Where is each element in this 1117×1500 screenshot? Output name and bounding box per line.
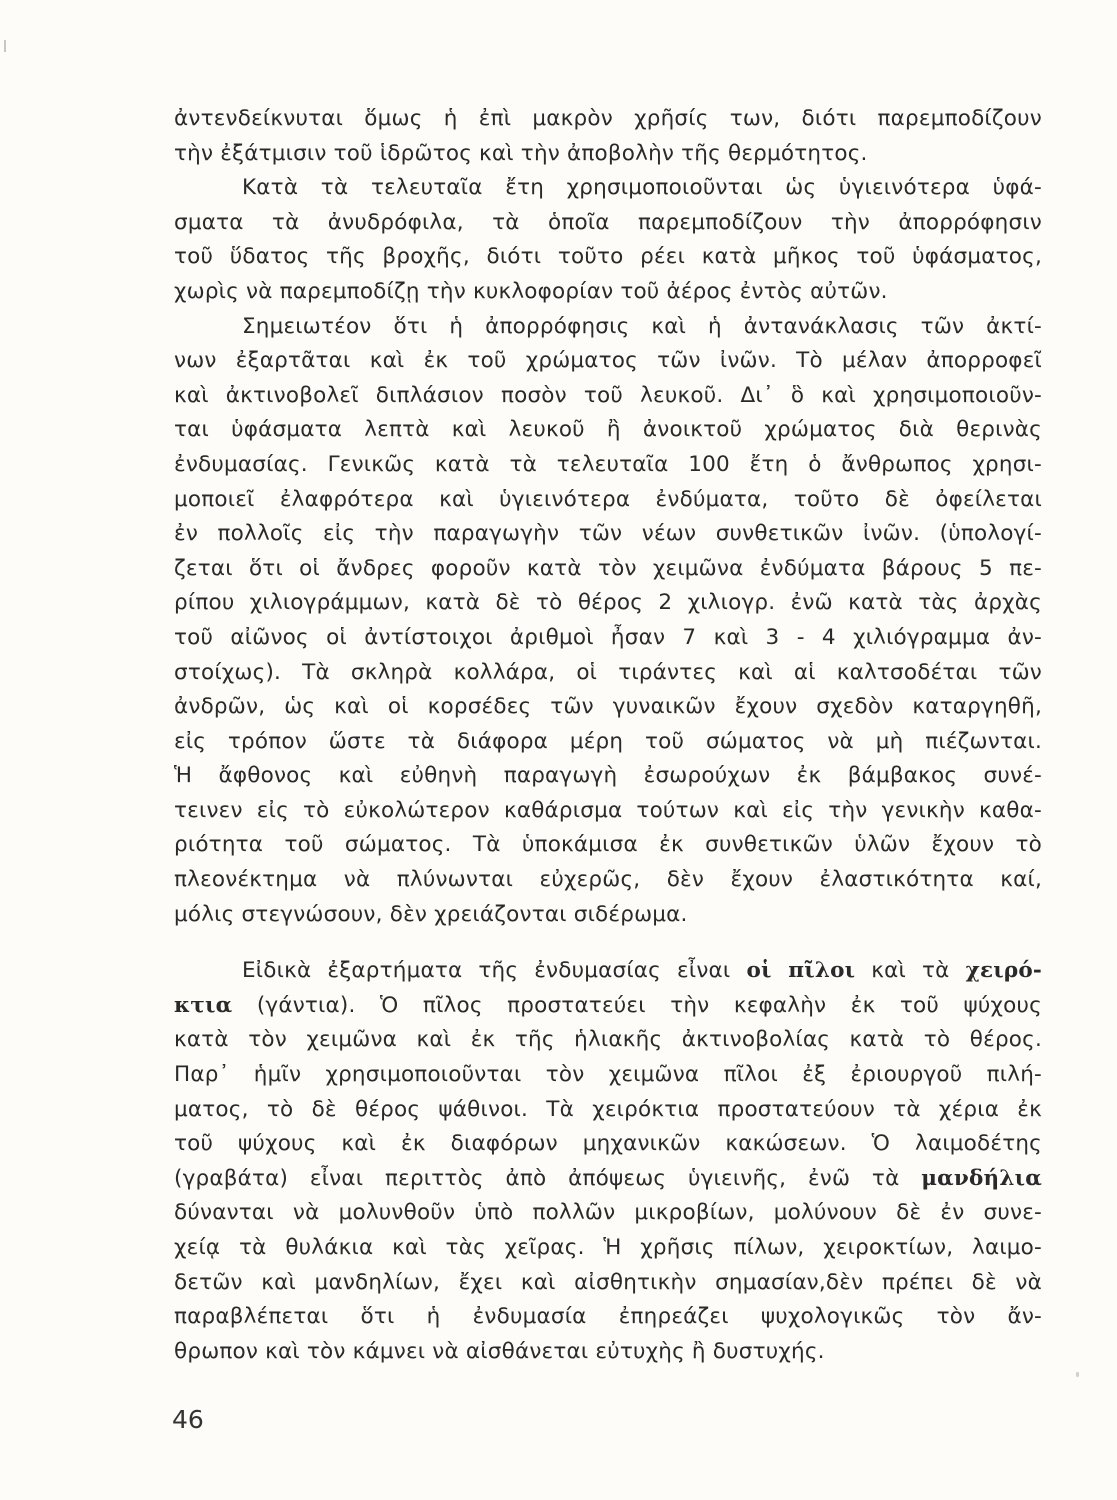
text-line: ἀντενδείκνυται ὅμως ἡ ἐπὶ μακρὸν χρῆσίς των, διότι παρεμποδίζουν [174, 106, 1042, 131]
text-run: (γάντια). Ὁ πῖλος προστατεύει τὴν κεφαλὴν ἐκ τοῦ ψύχους [232, 992, 1042, 1018]
text-line: χείᾳ τὰ θυλάκια καὶ τὰς χεῖρας. Ἡ χρῆσις πίλων, χειροκτίων, λαιμο- [174, 1235, 1042, 1260]
bold-term: χειρό- [965, 958, 1042, 984]
text-line: Σημειωτέον ὅτι ἡ ἀπορρόφησις καὶ ἡ ἀντανάκλασις τῶν ἀκτί- [242, 313, 1042, 339]
text-line: τὴν ἐξάτμισιν τοῦ ἱδρῶτος καὶ τὴν ἀποβολὴν τῆς θερμότητος. [174, 140, 868, 166]
text-line: Κατὰ τὰ τελευταῖα ἔτη χρησιμοποιοῦνται ὡς ὑγιεινότερα ὑφά- [242, 175, 1042, 201]
page-number: 46 [172, 1405, 204, 1434]
bold-term: οἱ πῖλοι [746, 958, 856, 984]
text-line: ἀνδρῶν, ὡς καὶ οἱ κορσέδες τῶν γυναικῶν ἔχουν σχεδὸν καταργηθῆ, [174, 694, 1042, 720]
text-line: νων ἐξαρτᾶται καὶ ἐκ τοῦ χρώματος τῶν ἰνῶν. Τὸ μέλαν ἀπορροφεῖ [174, 348, 1042, 374]
text-line: τεινεν εἰς τὸ εὐκολώτερον καθάρισμα τούτων καὶ εἰς τὴν γενικὴν καθα- [174, 797, 1042, 823]
text-run: (γραβάτα) εἶναι περιττὸς ἀπὸ ἀπόψεως ὑγιεινῆς, ἐνῶ τὰ [174, 1165, 922, 1191]
text-line: τοῦ ὕδατος τῆς βροχῆς, διότι τοῦτο ρέει κατὰ μῆκος τοῦ ὑφάσματος, [174, 244, 1042, 270]
scan-speck [1076, 1372, 1079, 1377]
text-line: ματος, τὸ δὲ θέρος ψάθινοι. Τὰ χειρόκτια προστατεύουν τὰ χέρια ἐκ [174, 1096, 1042, 1122]
text-line: πλεονέκτημα νὰ πλύνωνται εὐχερῶς, δὲν ἔχουν ἐλαστικότητα καί, [174, 867, 1042, 893]
text-line: ρίπου χιλιογράμμων, κατὰ δὲ τὸ θέρος 2 χιλιογρ. ἐνῶ κατὰ τὰς ἀρχὰς [174, 590, 1042, 616]
text-line: τοῦ αἰῶνος οἱ ἀντίστοιχοι ἀριθμοὶ ἦσαν 7 καὶ 3 - 4 χιλιόγραμμα ἀν- [174, 624, 1042, 650]
text-line: δύνανται νὰ μολυνθοῦν ὑπὸ πολλῶν μικροβίων, μολύνουν δὲ ἐν συνε- [174, 1200, 1042, 1226]
text-line: ζεται ὅτι οἱ ἄνδρες φοροῦν κατὰ τὸν χειμῶνα ἐνδύματα βάρους 5 πε- [174, 555, 1042, 581]
text-run: Εἰδικὰ ἐξαρτήματα τῆς ἐνδυμασίας εἶναι [242, 958, 747, 984]
text-line: ριότητα τοῦ σώματος. Τὰ ὑποκάμισα ἐκ συνθετικῶν ὑλῶν ἔχουν τὸ [174, 832, 1042, 858]
text-line: Ἡ ἄφθονος καὶ εὐθηνὴ παραγωγὴ ἐσωρούχων ἐκ βάμβακος συνέ- [174, 763, 1042, 789]
text-line: ἐνδυμασίας. Γενικῶς κατὰ τὰ τελευταῖα 100 ἔτη ὁ ἄνθρωπος χρησι- [174, 451, 1042, 477]
text-line: ἐν πολλοῖς εἰς τὴν παραγωγὴν τῶν νέων συνθετικῶν ἰνῶν. (ὑπολογί- [174, 521, 1042, 547]
scan-mark [4, 40, 6, 52]
text-line [174, 1162, 1042, 1197]
text-line: σματα τὰ ἀνυδρόφιλα, τὰ ὁποῖα παρεμποδίζουν τὴν ἀπορρόφησιν [174, 209, 1042, 235]
text-line: μοποιεῖ ἐλαφρότερα καὶ ὑγιεινότερα ἐνδύματα, τοῦτο δὲ ὀφείλεται [174, 486, 1042, 512]
text-line: κατὰ τὸν χειμῶνα καὶ ἐκ τῆς ἡλιακῆς ἀκτινοβολίας κατὰ τὸ θέρος. [174, 1027, 1042, 1053]
text-line: στοίχως). Τὰ σκληρὰ κολλάρα, οἱ τιράντες καὶ αἱ καλτσοδέται τῶν [174, 659, 1042, 685]
text-line: δετῶν καὶ μανδηλίων, ἔχει καὶ αἰσθητικὴν σημασίαν,δὲν πρέπει δὲ νὰ [174, 1269, 1042, 1295]
text-line: χωρὶς νὰ παρεμποδίζῃ τὴν κυκλοφορίαν τοῦ ἀέρος ἐντὸς αὐτῶν. [174, 278, 888, 304]
text-line: Παρ᾽ ἡμῖν χρησιμοποιοῦνται τὸν χειμῶνα πῖλοι ἐξ ἐριουργοῦ πιλή- [174, 1062, 1042, 1088]
text-line [174, 989, 1042, 1024]
text-line: θρωπον καὶ τὸν κάμνει νὰ αἰσθάνεται εὐτυχὴς ἢ δυστυχής. [174, 1338, 825, 1364]
text-line: μόλις στεγνώσουν, δὲν χρειάζονται σιδέρωμα. [174, 901, 688, 927]
text-line [174, 954, 1042, 989]
text-line: παραβλέπεται ὅτι ἡ ἐνδυμασία ἐπηρεάζει ψυχολογικῶς τὸν ἄν- [174, 1304, 1042, 1330]
bold-term: μανδήλια [921, 1165, 1042, 1191]
bold-term: κτια [174, 992, 233, 1018]
text-line: τοῦ ψύχους καὶ ἐκ διαφόρων μηχανικῶν κακώσεων. Ὁ λαιμοδέτης [174, 1131, 1042, 1157]
text-line: εἰς τρόπον ὥστε τὰ διάφορα μέρη τοῦ σώματος νὰ μὴ πιέζωνται. [174, 728, 1042, 754]
text-line: καὶ ἀκτινοβολεῖ διπλάσιον ποσὸν τοῦ λευκοῦ. Δι᾽ ὃ καὶ χρησιμοποιοῦν- [174, 382, 1042, 408]
text-run: καὶ τὰ [855, 958, 966, 984]
body-text [174, 102, 1042, 1369]
text-line: ται ὑφάσματα λεπτὰ καὶ λευκοῦ ἢ ἀνοικτοῦ χρώματος διὰ θερινὰς [174, 417, 1042, 443]
